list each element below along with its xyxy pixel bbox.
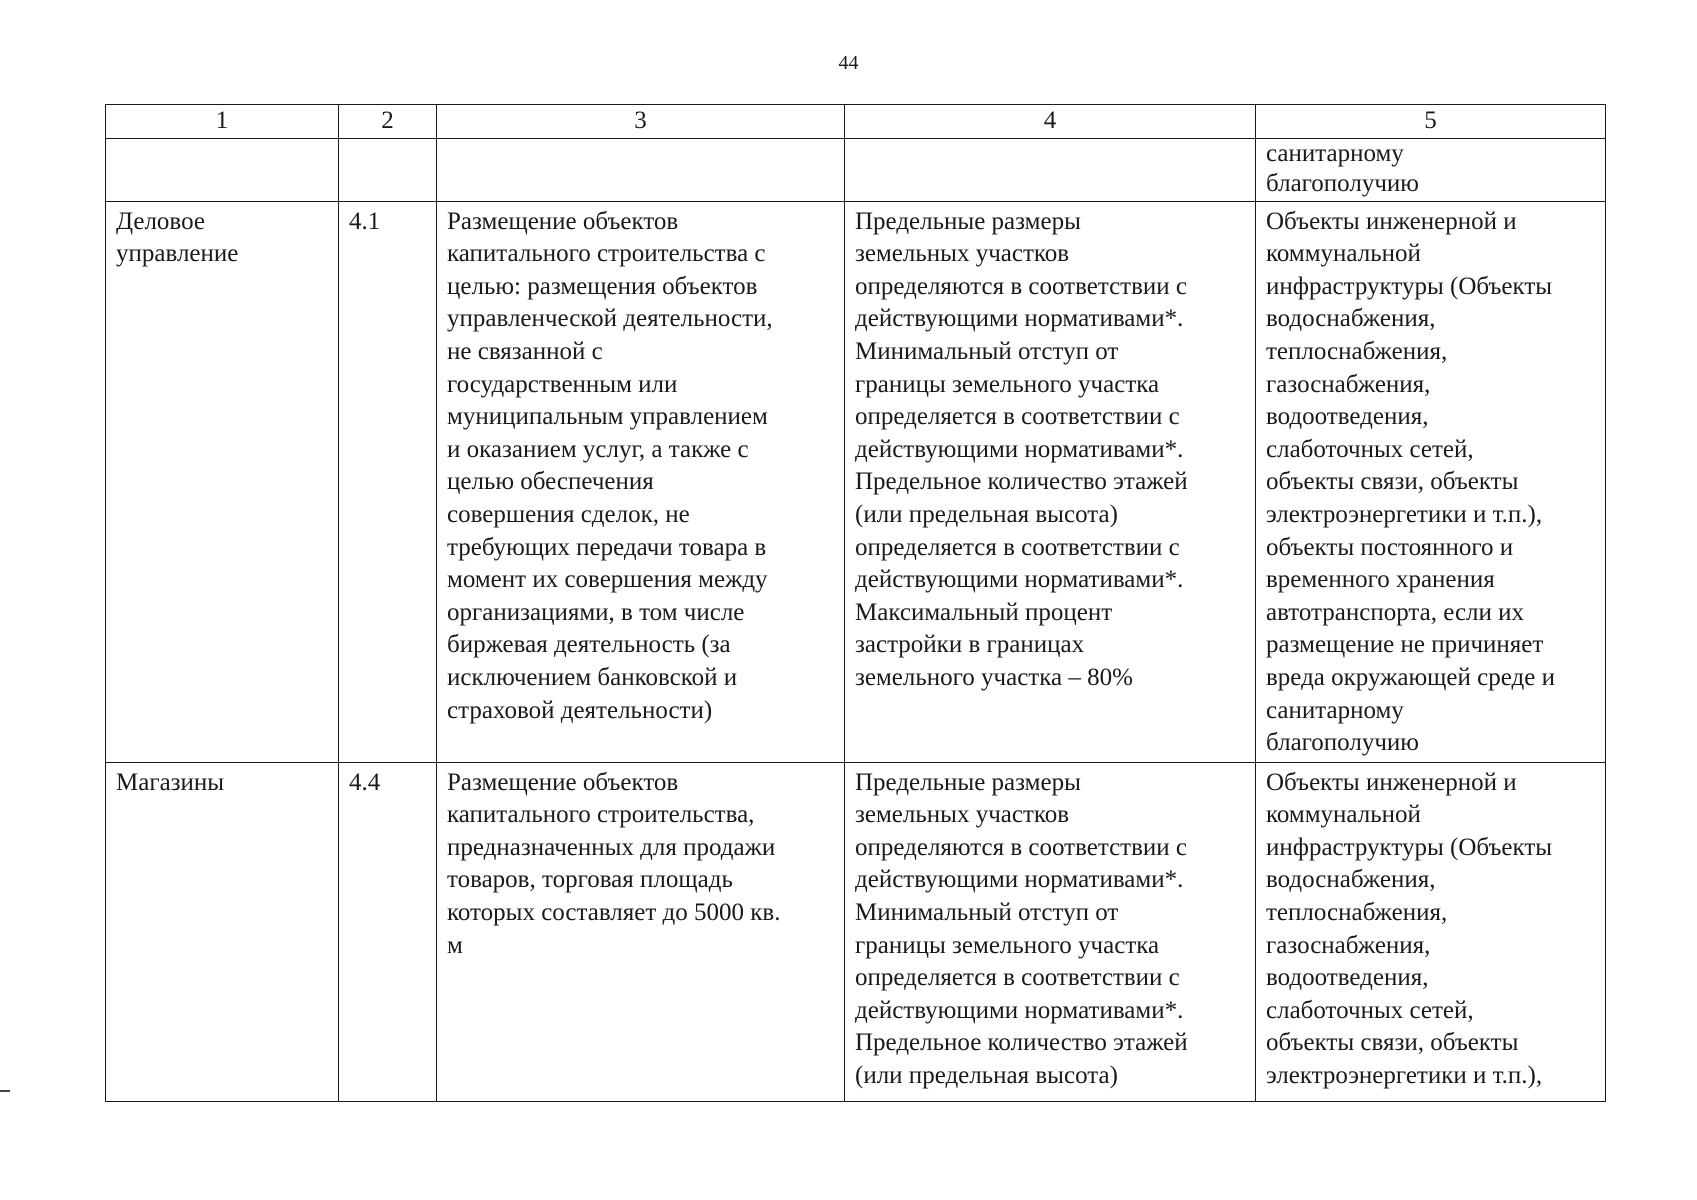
use-description-cell: Размещение объектов капитального строительства с целью: размещения объектов управленческой деятельности, не связанной с государственным или муниципальным управлением и оказанием услуг, а также с целью обеспечения совершения сделок, не требующих передачи товара в момент их совершения между организациями, в том числе биржевая деятельность (за исключением банковской и страховой деятельности): [437, 201, 845, 762]
continuation-cell-5: санитарному благополучию: [1256, 138, 1606, 201]
auxiliary-uses-cell: Объекты инженерной и коммунальной инфраструктуры (Объекты водоснабжения, теплоснабжения, газоснабжения, водоотведения, слаботочных сетей, объекты связи, объекты электроэнергетики и т.п.),: [1256, 762, 1606, 1101]
page-number: 44: [838, 52, 859, 74]
column-number-2: 2: [339, 105, 437, 139]
column-number-1: 1: [106, 105, 339, 139]
zoning-table: [105, 104, 1606, 1102]
use-parameters-cell: Предельные размеры земельных участков определяются в соответствии с действующими нормативами*. Минимальный отступ от границы земельного участка определяется в соответствии с действующими нормативами*. Предельное количество этажей (или предельная высота) определяется в соответствии с действующими нормативами*. Максимальный процент застройки в границах земельного участка – 80%: [845, 201, 1256, 762]
use-code-cell: 4.1: [339, 201, 437, 762]
continuation-cell-4: [845, 138, 1256, 201]
use-description-cell: Размещение объектов капитального строительства, предназначенных для продажи товаров, торговая площадь которых составляет до 5000 кв. м: [437, 762, 845, 1101]
scan-mark: [0, 1090, 10, 1092]
auxiliary-uses-cell: Объекты инженерной и коммунальной инфраструктуры (Объекты водоснабжения, теплоснабжения, газоснабжения, водоотведения, слаботочных сетей, объекты связи, объекты электроэнергетики и т.п.), объекты постоянного и временного хранения автотранспорта, если их размещение не причиняет вреда окружающей среде и санитарному благополучию: [1256, 201, 1606, 762]
column-number-3: 3: [437, 105, 845, 139]
use-code-cell: 4.4: [339, 762, 437, 1101]
continuation-row: [106, 138, 1606, 201]
table-row: [106, 762, 1606, 1101]
continuation-cell-1: [106, 138, 339, 201]
column-number-5: 5: [1256, 105, 1606, 139]
column-number-4: 4: [845, 105, 1256, 139]
use-name-cell: Магазины: [106, 762, 339, 1101]
use-name-cell: Деловое управление: [106, 201, 339, 762]
column-number-row: [106, 105, 1606, 139]
table-row: [106, 201, 1606, 762]
continuation-cell-3: [437, 138, 845, 201]
use-parameters-cell: Предельные размеры земельных участков определяются в соответствии с действующими нормативами*. Минимальный отступ от границы земельного участка определяется в соответствии с действующими нормативами*. Предельное количество этажей (или предельная высота): [845, 762, 1256, 1101]
continuation-cell-2: [339, 138, 437, 201]
